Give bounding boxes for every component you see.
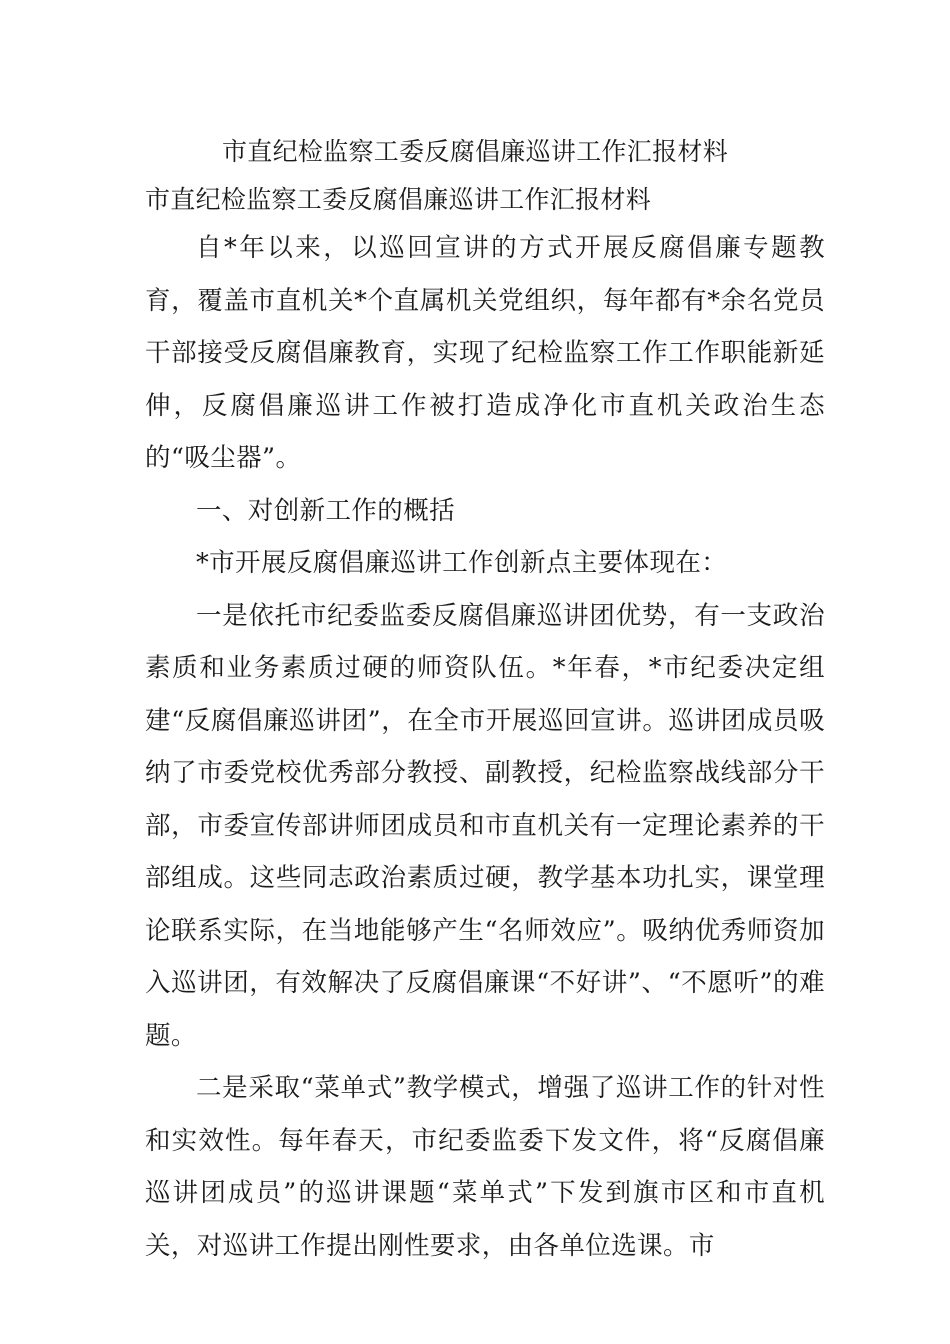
document-title: 市直纪检监察工委反腐倡廉巡讲工作汇报材料 xyxy=(222,137,729,166)
paragraph-lead: *市开展反腐倡廉巡讲工作创新点主要体现在： xyxy=(196,548,728,578)
document-subtitle: 市直纪检监察工委反腐倡廉巡讲工作汇报材料 xyxy=(145,185,652,214)
paragraph-intro: 自*年以来，以巡回宣讲的方式开展反腐倡廉专题教育，覆盖市直机关*个直属机关党组织，每年都有*余名党员干部接受反腐倡廉教育，实现了纪检监察工作工作职能新延伸，反腐倡廉巡讲工作被打造成净化市直机关政治生态的“吸尘器”。 xyxy=(145,233,825,473)
document-body xyxy=(145,222,825,1272)
paragraph-point-one: 一是依托市纪委监委反腐倡廉巡讲团优势，有一支政治素质和业务素质过硬的师资队伍。*年春，*市纪委决定组建“反腐倡廉巡讲团”，在全市开展巡回宣讲。巡讲团成员吸纳了市委党校优秀部分教授、副教授，纪检监察战线部分干部，市委宣传部讲师团成员和市直机关有一定理论素养的干部组成。这些同志政治素质过硬，教学基本功扎实，课堂理论联系实际，在当地能够产生“名师效应”。吸纳优秀师资加入巡讲团，有效解决了反腐倡廉课“不好讲”、“不愿听”的难题。 xyxy=(145,600,825,1051)
section-heading: 一、对创新工作的概括 xyxy=(196,495,456,526)
paragraph-point-two: 二是采取“菜单式”教学模式，增强了巡讲工作的针对性和实效性。每年春天，市纪委监委下发文件，将“反腐倡廉巡讲团成员”的巡讲课题“菜单式”下发到旗市区和市直机关，对巡讲工作提出刚性要求，由各单位选课。市 xyxy=(145,1073,825,1261)
